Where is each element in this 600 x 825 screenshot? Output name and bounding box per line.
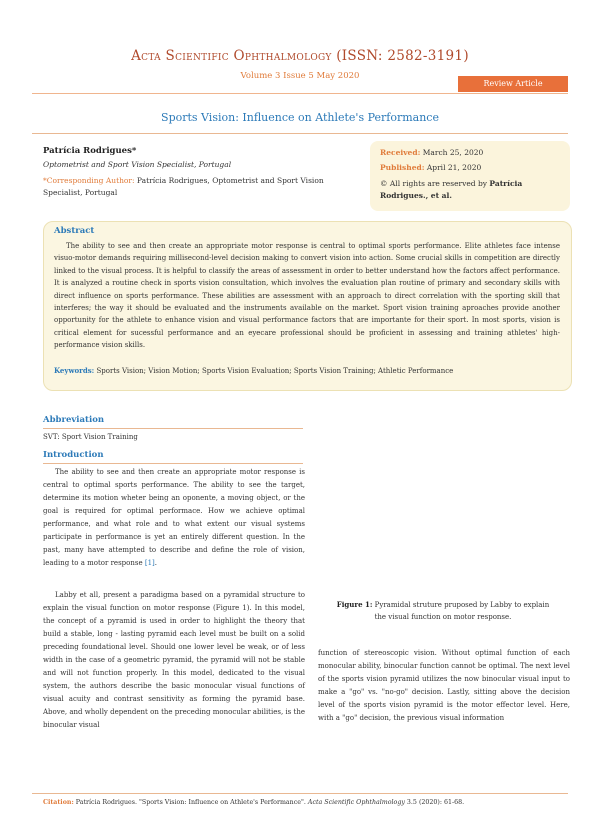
corresponding-text: Patrícia Rodrigues, Optometrist and Sport Vision Specialist, Portugal	[43, 176, 324, 197]
figure-caption-text: Pyramidal struture pruposed by Labby to explain the visual function on motor response.	[372, 601, 550, 621]
citation-text: Patrícia Rodrigues. "Sports Vision: Influence on Athlete's Performance".	[73, 799, 308, 806]
corresponding-label: *Corresponding Author:	[43, 176, 135, 185]
citation	[43, 799, 464, 806]
abstract-heading: Abstract	[54, 226, 95, 236]
abbreviation-divider	[43, 428, 303, 429]
introduction-heading: Introduction	[43, 450, 104, 460]
keywords-text: Sports Vision; Vision Motion; Sports Vision Evaluation; Sports Vision Training; Athletic Performance	[94, 367, 454, 375]
citation-journal: Acta Scientific Ophthalmology	[307, 799, 405, 806]
footer-divider	[32, 793, 568, 794]
copyright-notice	[380, 178, 565, 202]
reference-link[interactable]: [1]	[144, 559, 155, 567]
intro-paragraph-1	[43, 466, 305, 570]
intro-paragraph-3: function of stereoscopic vision. Without optimal function of each monocular ability, binocular function cannot be optimal. The next level of the sports vision pyramid utilizes the now binocular visual input to make a "go" vs. "no-go" decision. Lastly, sitting above the decision level of the sports vision pyramid is the motor effector level. Here, with a "go" decision, the previous visual information	[318, 649, 570, 722]
published-label: Published:	[380, 163, 425, 172]
keywords-label: Keywords:	[54, 366, 95, 375]
issue-info: Volume 3 Issue 5 May 2020	[240, 71, 360, 81]
journal-title: Acta Scientific Ophthalmology (ISSN: 2582-3191)	[131, 48, 469, 64]
received-value: March 25, 2020	[420, 148, 484, 157]
header-divider	[32, 93, 568, 94]
citation-label: Citation:	[43, 799, 74, 806]
published-date	[380, 163, 481, 172]
intro-p1-text: The ability to see and then create an appropriate motor response is central to optimal sports performance. The ability to see the target, determine its motion wheter being an oponente, a moving object, or the goal is required for optimal performace. How we achieve optimal performance, and what role and to what extent our visual systems participate in performance is yet an entirely different question. In the past, many have attempted to describe and define the role of vision, leading to a motor response	[43, 468, 305, 567]
abbreviation-text: SVT: Sport Vision Training	[43, 433, 138, 441]
figure-label: Figure 1:	[336, 600, 373, 609]
article-type-badge: Review Article	[458, 76, 568, 92]
title-divider	[32, 133, 568, 134]
figure-caption	[330, 599, 556, 623]
author-name: Patrícia Rodrigues*	[43, 146, 137, 156]
author-affiliation: Optometrist and Sport Vision Specialist, Portugal	[43, 160, 232, 169]
intro-p1-end: .	[154, 559, 157, 567]
article-title: Sports Vision: Influence on Athlete's Performance	[161, 111, 439, 124]
intro-paragraph-2: Labby et all, present a paradigma based on a pyramidal structure to explain the visual function on motor response (Figure 1). In this model, the concept of a pyramid is used in order to highlight the theory that build a stable, long - lasting pyramid each level must be built on a solid preceding foundational level. Should one lower level be weak, or of less width in the case of a geometric pyramid, the pyramid will not be stable and will not function properly. In this model, dedicated to the visual system, the authors describe the basic monocular visual functions of visual acuity and contrast sensitivity as forming the pyramid base. Above, and wholly dependent on the preceding monocular abilities, is the binocular visual	[43, 591, 305, 729]
abbreviation-heading: Abbreviation	[43, 415, 105, 425]
keywords	[54, 366, 560, 375]
received-label: Received:	[380, 148, 421, 157]
rights-text: © All rights are reserved by	[380, 179, 490, 188]
introduction-divider	[43, 463, 303, 464]
corresponding-author	[43, 175, 343, 199]
published-value: April 21, 2020	[424, 163, 482, 172]
rights-name-etal: Rodrigues., et al.	[380, 191, 452, 200]
citation-end: 3.5 (2020): 61-68.	[404, 799, 465, 806]
rights-name: Patrícia	[489, 179, 523, 188]
abstract-text: The ability to see and then create an appropriate motor response is central to optimal sports performance. Elite athletes face intense visuo-motor demands requiring millisecond-level decision making to convert vision into action. Some crucial skills in competition are directly linked to the visual process. It is helpful to classify the areas of assessment in order to better understand how the factors affect performance. It is analyzed a routine check in sports vision consultation, which involves the evaluation plan routine of primary and secondary skills with direct influence on sports performance. These abilities are assessment with an approach to direct correlation with the sporting skill that interferes; the way it should be evaluated and the instruments available on the market. Sport vision training aproaches provide another opportunity for the athlete to enhance vision and visual performance factors that are importante for their sport. In most sports, vision is critical element for sucessful performance and an eyecare professional should be proficient in assessing and training athletes' high-performance vision skills.	[54, 242, 560, 350]
received-date	[380, 148, 483, 157]
